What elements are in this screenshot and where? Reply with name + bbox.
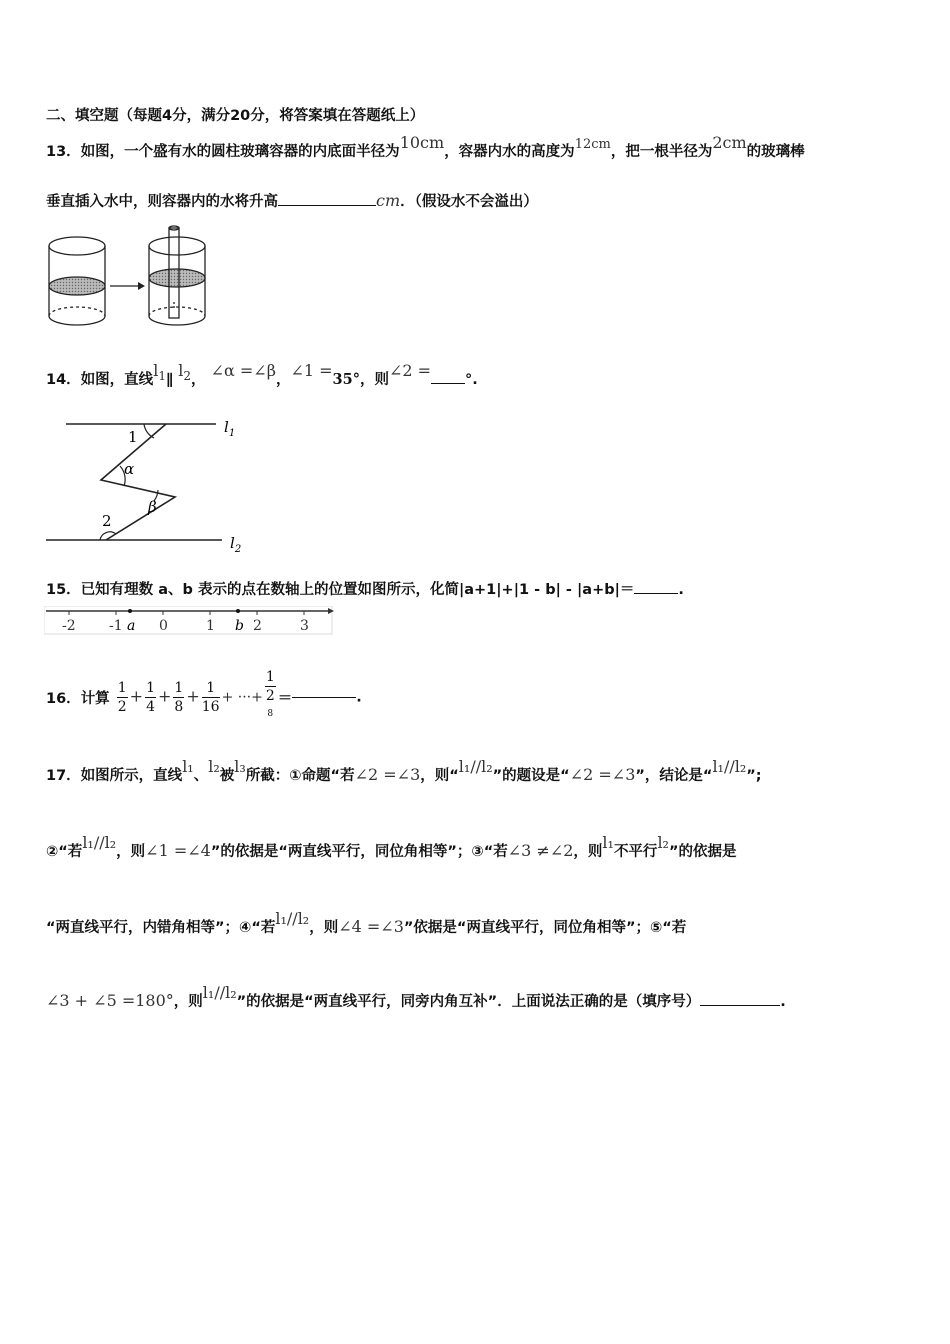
cylinder-figure [44, 224, 216, 336]
question-15: 15．已知有理数 a、b 表示的点在数轴上的位置如图所示，化简|a+1|+|1 - b| - |a+b|＝ . [46, 582, 684, 598]
question-17-line-2: ②“若l₁//l₂，则∠1 =∠4”的依据是“两直线平行，同位角相等”；③“若∠3 ≠∠2，则l₁不平行l₂”的依据是 [46, 833, 737, 860]
point-b [236, 609, 240, 613]
question-17-line-3: “两直线平行，内错角相等”；④“若l₁//l₂，则∠4 =∠3”依据是“两直线平行，同位角相等”；⑤“若 [46, 909, 687, 936]
b-label: b [235, 618, 244, 634]
number-line [44, 606, 334, 636]
angle-beta-label: β [148, 498, 157, 516]
tick-label: -1 [109, 618, 123, 634]
fraction: $\frac{1}{4}$ [146, 679, 155, 715]
parallel-lines-figure [44, 410, 254, 552]
point-a [128, 609, 132, 613]
question-14: 14．如图，直线$l_1\parallel$ $l_2$， ∠α =∠β，∠1 =35°，则∠2 = °. [46, 361, 478, 388]
q14-condition: ∠α =∠β [210, 361, 276, 380]
question-17-line-4: ∠3 + ∠5 =180°，则l₁//l₂”的依据是“两直线平行，同旁内角互补”．上面说法正确的是（填序号） . [46, 983, 786, 1010]
l2-label: $l_2$ [230, 534, 242, 552]
answer-blank-17[interactable] [700, 1004, 780, 1006]
angle-2-label: 2 [102, 512, 112, 530]
angle-1-label: 1 [128, 428, 138, 446]
q14-l2: $l_2$ [178, 361, 192, 384]
l1-label: $l_1$ [224, 418, 236, 439]
fraction: $\frac{1}{16}$ [201, 679, 220, 715]
q13-number: 13． [46, 144, 81, 160]
answer-blank-14[interactable] [431, 382, 465, 384]
answer-blank-15[interactable] [634, 592, 678, 594]
tick-label: 0 [159, 618, 168, 634]
question-16: 16．计算 $\frac{1}{2}$ + $\frac{1}{4}$ + $\frac{1}{8}$ + $\frac{1}{16}$ + ···+ 1 2 $^8$ ＝ . [46, 668, 362, 727]
zigzag-path [101, 424, 175, 540]
answer-blank-16[interactable] [292, 696, 356, 698]
q14-l1: $l_1$ [153, 361, 166, 384]
answer-blank-13[interactable] [278, 204, 376, 206]
tick-label: 2 [253, 618, 262, 634]
q13-rod-radius: 2cm [712, 133, 747, 152]
fraction: $\frac{1}{8}$ [174, 679, 184, 715]
a-label: a [127, 618, 136, 634]
tick-label: 1 [206, 618, 215, 634]
fraction-last: 1 2 $^8$ [265, 669, 275, 719]
tick-label: 3 [300, 618, 309, 634]
question-17-line-1: 17．如图所示，直线l₁、l₂被l₃所截：①命题“若∠2 =∠3，则“l₁//l₂”的题设是“∠2 =∠3”，结论是“l₁//l₂”; [46, 757, 762, 784]
arrow-icon [110, 282, 145, 290]
tick-label: -2 [62, 618, 76, 634]
question-13-line-1: 13．如图，一个盛有水的圆柱玻璃容器的内底面半径为10cm，容器内水的高度为12cm，把一根半径为2cm的玻璃棒 [46, 133, 805, 160]
fraction: $\frac{1}{2}$ [117, 679, 127, 715]
question-13-line-2: 垂直插入水中，则容器内的水将升高 cm．（假设水不会溢出） [46, 191, 538, 210]
angle-alpha-label: α [124, 460, 135, 478]
glass-rod [169, 226, 179, 318]
cylinder-left [49, 237, 105, 325]
q13-height: 12cm [574, 137, 611, 152]
section-title: 二、填空题（每题4分，满分20分，将答案填在答题纸上） [46, 108, 425, 124]
q13-radius: 10cm [399, 133, 445, 152]
